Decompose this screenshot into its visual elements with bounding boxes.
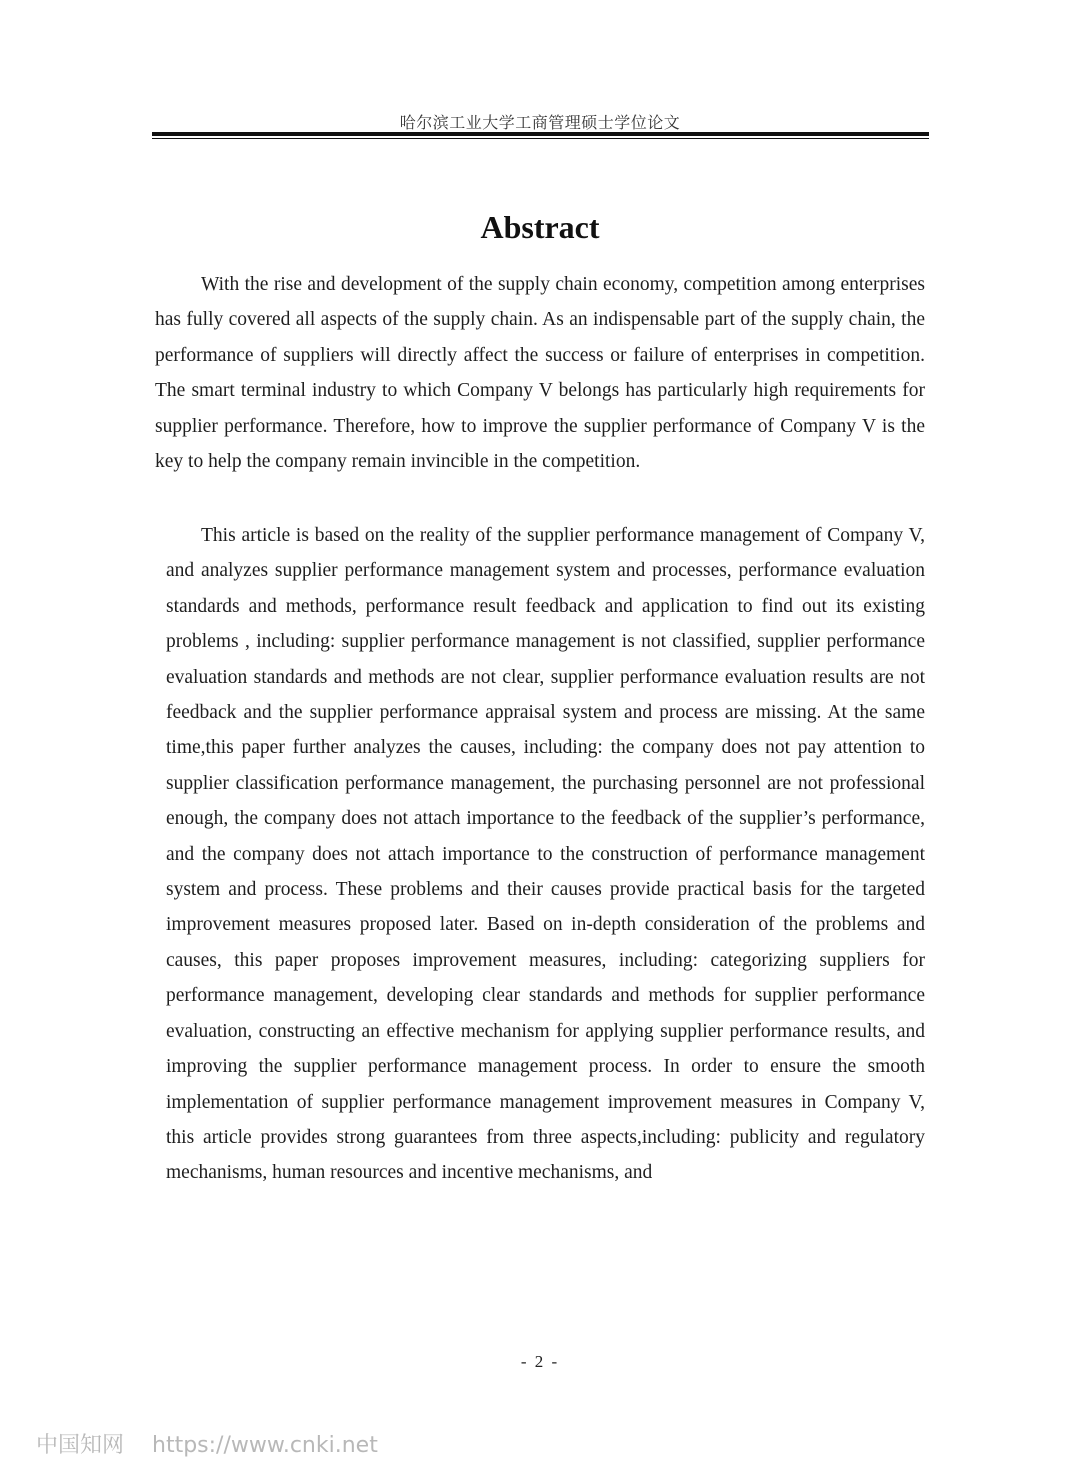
header-rule-thick <box>152 132 929 136</box>
watermark-url: https://www.cnki.net <box>152 1433 378 1458</box>
header-rule-thin <box>152 138 929 139</box>
abstract-paragraph-1: With the rise and development of the supply chain economy, competition among enterprises has fully covered all aspects of the supply chain. As an indispensable part of the supply chain, the performance of suppliers will directly affect the success or failure of enterprises in competition. The smart terminal industry to which Company V belongs has particularly high requirements for supplier performance. Therefore, how to improve the supplier performance of Company V is the key to help the company remain invincible in the competition. <box>155 274 925 473</box>
page-title: Abstract <box>480 209 600 246</box>
watermark-name: 中国知网 <box>36 1433 125 1458</box>
page-number: - 2 - <box>520 1352 560 1371</box>
cnki-watermark <box>36 1428 378 1459</box>
running-header: 哈尔滨工业大学工商管理硕士学位论文 <box>399 113 681 132</box>
abstract-paragraph-2: This article is based on the reality of the supplier performance management of Company V, and analyzes supplier performance management system and processes, performance evaluation standards and methods, performance result feedback and application to find out its existing problems , including: supplier performance management is not classified, supplier performance evaluation standards and methods are not clear, supplier performance evaluation results are not feedback and the supplier performance appraisal system and process are missing. At the same time,this paper further analyzes the causes, including: the company does not pay attention to supplier classification performance management, the purchasing personnel are not professional enough, the company does not attach importance to the feedback of the supplier’s performance, and the company does not attach importance to the construction of performance management system and process. These problems and their causes provide practical basis for the targeted improvement measures proposed later. Based on in-depth consideration of the problems and causes, this paper proposes improvement measures, including: categorizing suppliers for performance management, developing clear standards and methods for supplier performance evaluation, constructing an effective mechanism for applying supplier performance results, and improving the supplier performance management process. In order to ensure the smooth implementation of supplier performance management improvement measures in Company V, this article provides strong guarantees from three aspects,including: publicity and regulatory mechanisms, human resources and incentive mechanisms, and <box>166 525 925 1184</box>
